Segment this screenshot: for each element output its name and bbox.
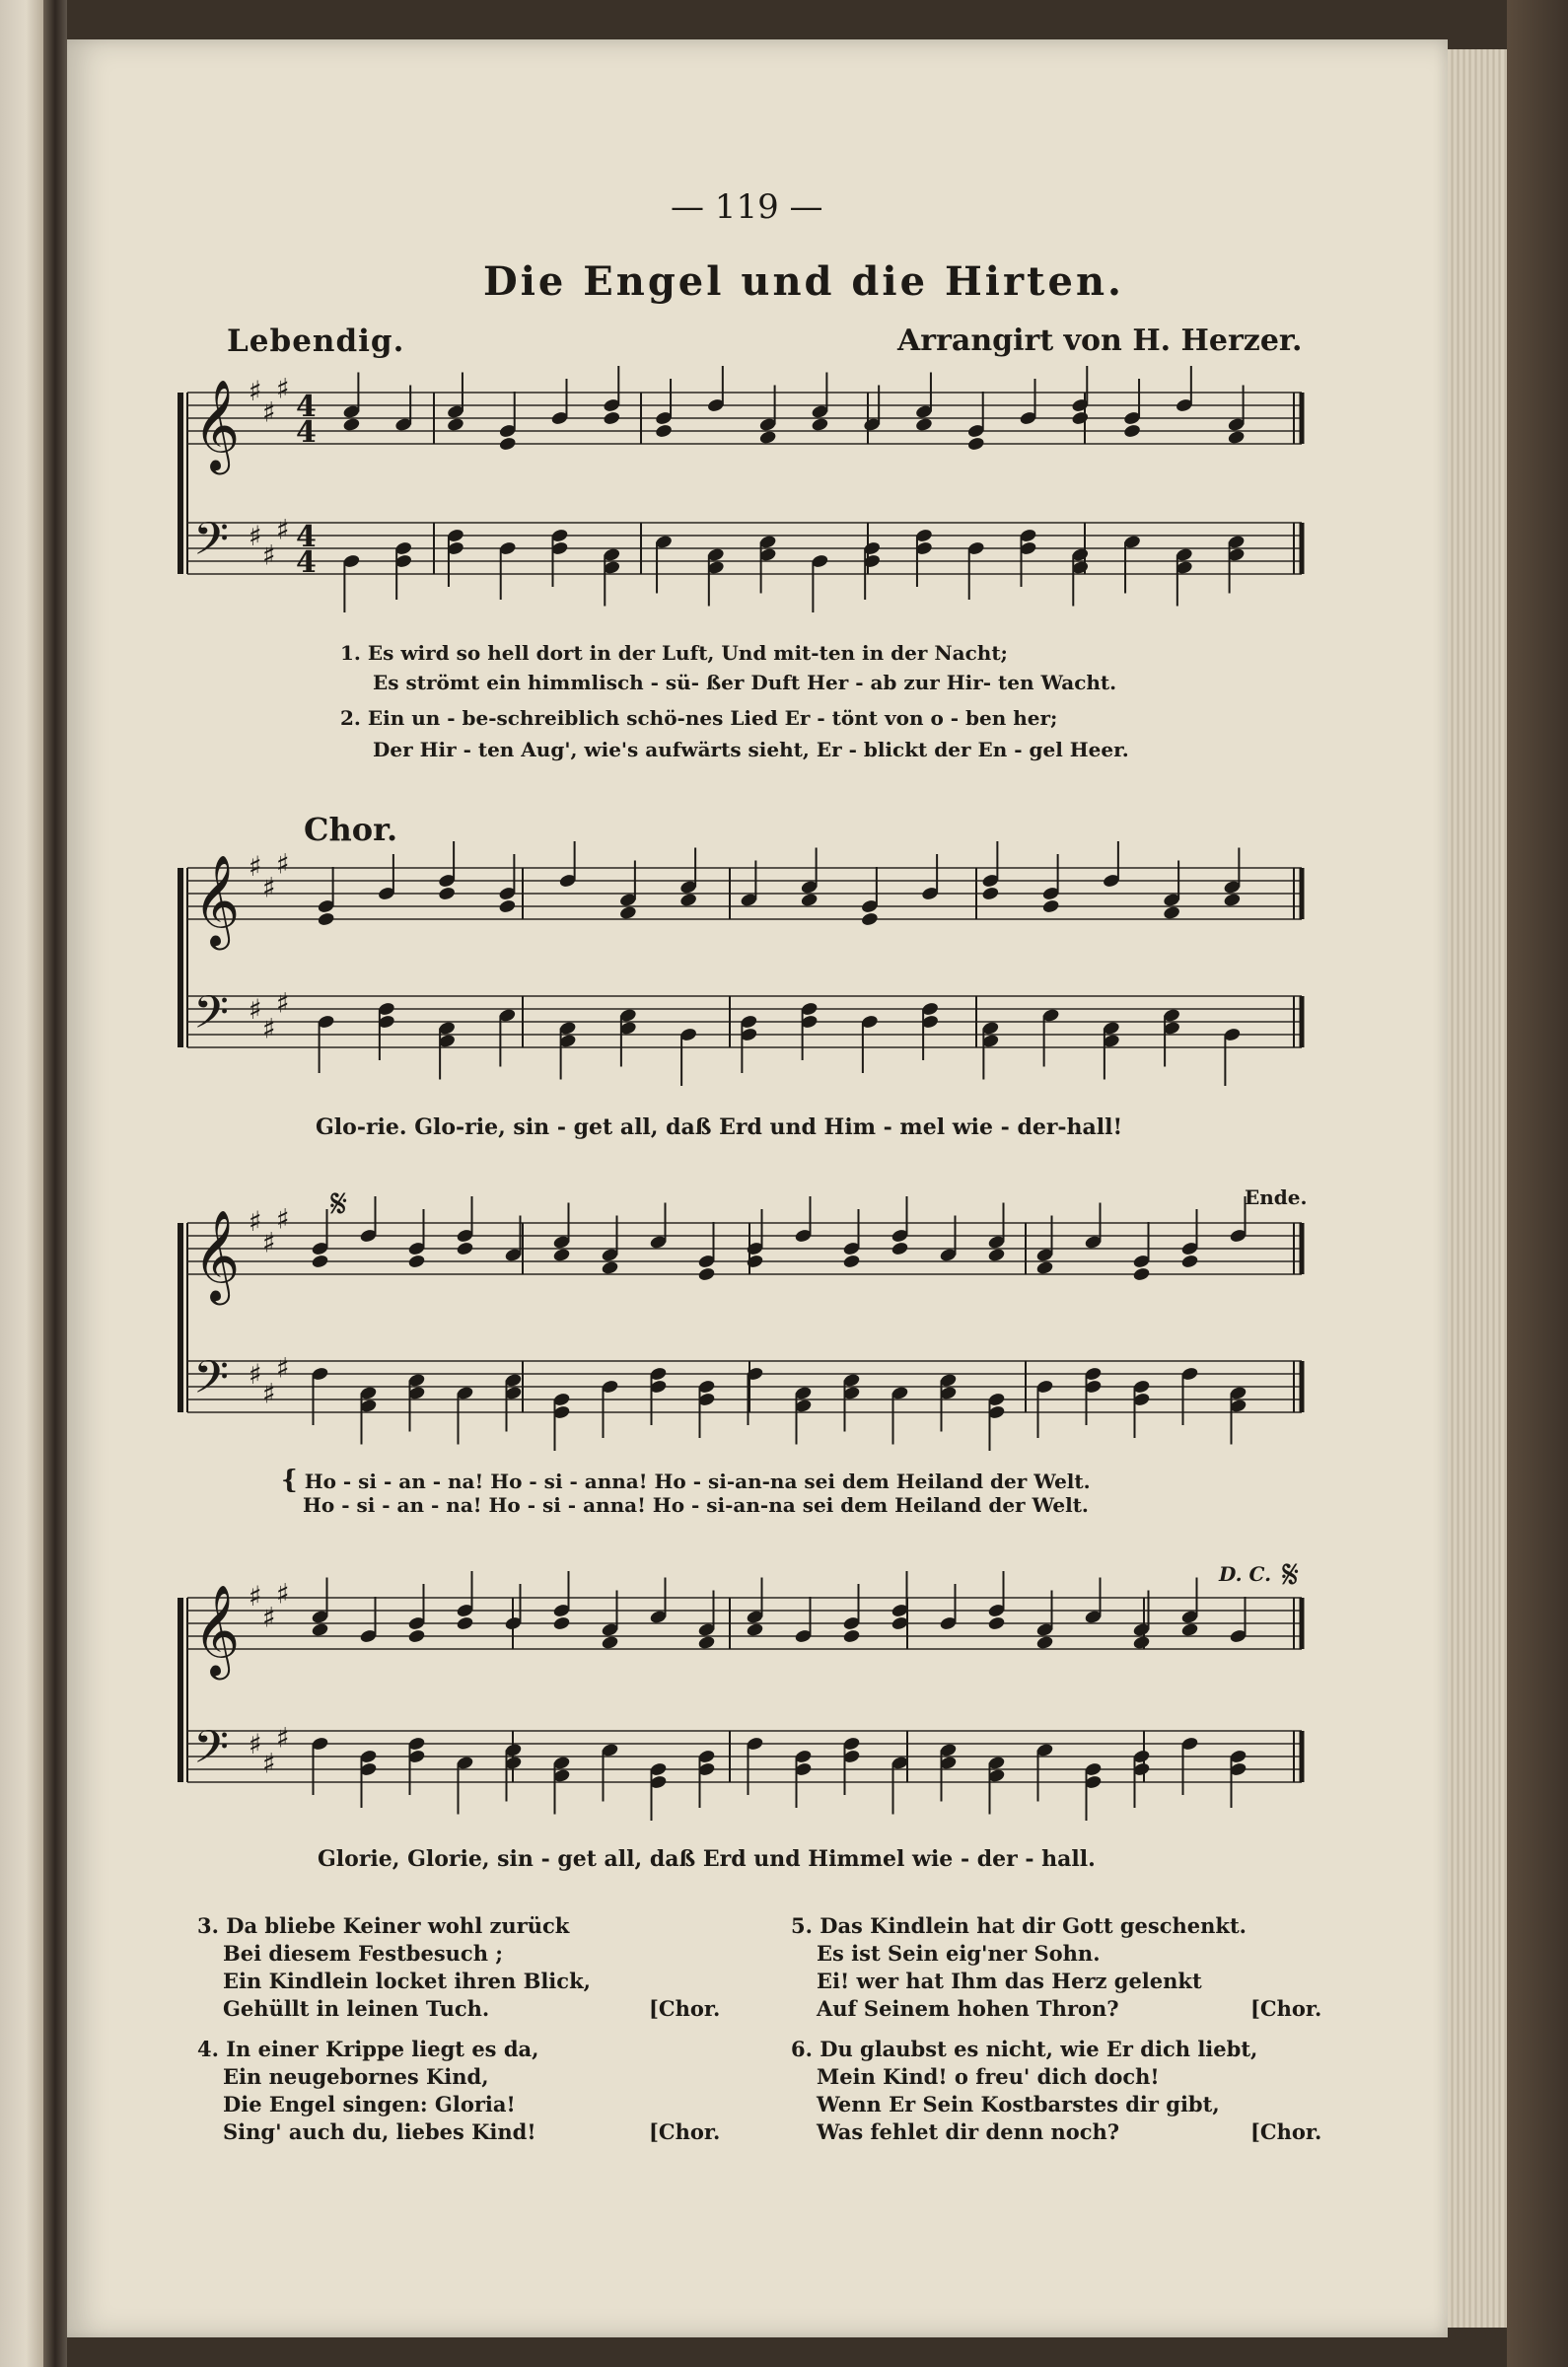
sharp-icon: ♯	[276, 513, 290, 546]
grand-staff	[178, 1184, 1321, 1460]
note-head	[987, 1392, 1006, 1451]
sharp-icon: ♯	[276, 986, 290, 1020]
note-head	[794, 1196, 813, 1244]
note-head	[603, 547, 621, 607]
system-bracket	[178, 868, 183, 1047]
brace-left: {	[281, 1466, 298, 1495]
verse-4	[197, 2037, 749, 2160]
note-head	[1163, 861, 1181, 921]
sharp-icon: ♯	[276, 1351, 290, 1385]
verse-line: Die Engel singen: Gloria!	[223, 2092, 516, 2116]
treble-staff	[187, 1571, 1302, 1680]
sharp-icon: ♯	[262, 395, 276, 429]
verse-line: Ei! wer hat Ihm das Herz gelenkt	[817, 1969, 1202, 1993]
hosianna-lyrics-1	[281, 1466, 1091, 1495]
note-head	[1180, 1578, 1199, 1638]
note-head	[618, 1008, 637, 1067]
note-head	[939, 1743, 958, 1802]
note-head	[498, 540, 517, 600]
note-head	[811, 553, 829, 612]
staff-system-1	[178, 372, 1321, 621]
sharp-icon: ♯	[276, 1577, 290, 1611]
facing-page-edge	[0, 0, 43, 2367]
note-head	[317, 867, 335, 927]
note-head	[655, 535, 674, 594]
hosianna-lyrics-2: Ho - si - an - na! Ho - si - anna! Ho - si-an-na sei dem Heiland der Welt.	[303, 1493, 1089, 1517]
note-head	[1132, 1222, 1151, 1282]
note-head	[603, 366, 621, 426]
note-head	[1223, 848, 1242, 908]
note-head	[981, 841, 1000, 901]
page-number: — 119 —	[671, 187, 823, 227]
lyric-text: Es wird so hell dort in der Luft, Und mit-ten in der Nacht;	[367, 641, 1008, 665]
sharp-icon: ♯	[262, 1377, 276, 1410]
time-signature-digit: 4	[296, 390, 317, 424]
note-head	[921, 854, 940, 901]
note-head	[618, 861, 637, 921]
note-head	[746, 1366, 764, 1425]
chor-cue: [Chor.	[649, 2119, 721, 2144]
note-head	[794, 1386, 813, 1445]
verse-line: Bei diesem Festbesuch ;	[223, 1941, 504, 1966]
sharp-icon: ♯	[262, 1601, 276, 1634]
note-head	[1102, 1021, 1120, 1080]
note-head	[601, 1379, 619, 1438]
note-head	[407, 1584, 426, 1644]
note-head	[394, 540, 413, 600]
segno-sign: 𝄋	[330, 1182, 348, 1227]
note-head	[794, 1749, 813, 1808]
note-head	[697, 1591, 716, 1651]
note-head	[891, 1571, 909, 1631]
note-head	[456, 1571, 474, 1631]
verse-line: 4. In einer Krippe liegt es da,	[197, 2037, 539, 2061]
sharp-icon: ♯	[262, 1226, 276, 1259]
note-head	[359, 1386, 378, 1445]
note-head	[342, 553, 361, 612]
note-head	[550, 528, 569, 587]
note-head	[860, 1014, 879, 1073]
note-head	[746, 1209, 764, 1269]
note-head	[746, 1578, 764, 1638]
bass-staff	[187, 986, 1302, 1086]
system-bracket	[178, 393, 183, 574]
note-head	[1102, 841, 1120, 889]
bass-clef-icon: 𝄢	[193, 513, 230, 577]
note-head	[842, 1736, 861, 1795]
note-head	[697, 1379, 716, 1438]
time-signature-digit: 4	[296, 415, 317, 450]
system-bracket	[178, 1598, 183, 1782]
note-head	[860, 867, 879, 927]
note-head	[891, 1196, 909, 1256]
grand-staff	[178, 1558, 1321, 1825]
note-head	[311, 1366, 329, 1425]
sharp-icon: ♯	[249, 520, 262, 552]
note-head	[987, 1571, 1006, 1631]
verse-line: Was fehlet dir denn noch?	[817, 2119, 1120, 2144]
treble-clef-icon: 𝄞	[193, 1209, 241, 1301]
note-head	[740, 1014, 758, 1073]
note-head	[1180, 1366, 1199, 1425]
note-head	[1035, 1743, 1054, 1802]
note-head	[601, 1743, 619, 1802]
sharp-icon: ♯	[276, 1202, 290, 1236]
note-head	[552, 1756, 571, 1815]
treble-clef-icon: 𝄞	[193, 854, 241, 946]
dc-marking: D. C.	[1219, 1562, 1272, 1586]
treble-staff	[187, 366, 1302, 474]
book-cover	[1507, 0, 1568, 2367]
note-head	[447, 528, 465, 587]
verse-1-line-1	[340, 641, 1008, 665]
note-head	[377, 1001, 395, 1060]
note-head	[438, 1021, 457, 1080]
tempo-marking: Lebendig.	[227, 323, 405, 359]
note-head	[891, 1756, 909, 1815]
note-head	[1229, 1749, 1247, 1808]
staff-system-4	[178, 1558, 1321, 1825]
note-head	[939, 1584, 958, 1631]
note-head	[552, 1571, 571, 1631]
staff-system-3	[178, 1184, 1321, 1460]
verse-6	[791, 2037, 1343, 2160]
treble-clef-icon: 𝄞	[193, 1584, 241, 1676]
note-head	[601, 1591, 619, 1651]
lyric-text: Ho - si - an - na! Ho - si - anna! Ho - si-an-na sei dem Heiland der Welt.	[304, 1470, 1091, 1493]
note-head	[746, 1736, 764, 1795]
note-head	[794, 1597, 813, 1644]
note-head	[1035, 1216, 1054, 1276]
note-head	[966, 540, 985, 600]
note-head	[649, 1203, 668, 1251]
verse-line: 3. Da bliebe Keiner wohl zurück	[197, 1913, 570, 1938]
note-head	[552, 1203, 571, 1263]
note-head	[842, 1584, 861, 1644]
ende-marking: Ende.	[1245, 1185, 1308, 1209]
note-head	[758, 535, 777, 594]
note-head	[655, 379, 674, 439]
sharp-icon: ♯	[262, 1012, 276, 1045]
note-head	[939, 1373, 958, 1432]
note-head	[359, 1196, 378, 1244]
note-head	[1041, 1008, 1060, 1067]
note-head	[800, 1001, 819, 1060]
note-head	[377, 854, 395, 901]
verse-1-line-2	[373, 671, 1116, 694]
note-head	[987, 1203, 1006, 1263]
note-head	[498, 854, 517, 914]
verse-2-line-1	[340, 706, 1057, 730]
verse-number: 2.	[340, 706, 361, 730]
note-head	[1035, 1591, 1054, 1651]
song-title: Die Engel und die Hirten.	[483, 258, 1124, 305]
note-head	[1084, 1366, 1103, 1425]
verse-line: Es ist Sein eig'ner Sohn.	[817, 1941, 1101, 1966]
time-signature-digit: 4	[296, 545, 317, 580]
note-head	[679, 1027, 698, 1086]
verse-5	[791, 1913, 1343, 2037]
note-head	[1227, 386, 1246, 446]
sharp-icon: ♯	[249, 1205, 262, 1238]
sharp-icon: ♯	[249, 1580, 262, 1613]
chor-cue: [Chor.	[1250, 2119, 1322, 2144]
chor-cue: [Chor.	[1250, 1996, 1322, 2021]
note-head	[1132, 1749, 1151, 1808]
note-head	[863, 540, 882, 600]
sharp-icon: ♯	[249, 1358, 262, 1391]
note-head	[407, 1209, 426, 1269]
note-head	[697, 1749, 716, 1808]
note-head	[649, 1761, 668, 1821]
sharp-icon: ♯	[249, 1728, 262, 1760]
note-head	[1035, 1379, 1054, 1438]
verse-line: Wenn Er Sein Kostbarstes dir gibt,	[817, 2092, 1220, 2116]
note-head	[601, 1216, 619, 1276]
sharp-icon: ♯	[262, 538, 276, 572]
note-head	[342, 373, 361, 433]
note-head	[1084, 1761, 1103, 1821]
bass-clef-icon: 𝄢	[193, 1721, 230, 1785]
note-head	[311, 1578, 329, 1638]
note-head	[1163, 1008, 1181, 1067]
note-head	[359, 1597, 378, 1644]
note-head	[1180, 1209, 1199, 1269]
verse-line: Ein neugebornes Kind,	[223, 2064, 489, 2089]
note-head	[1123, 379, 1142, 439]
lyric-text: Ein un - be-schreiblich schö-nes Lied Er - tönt von o - ben her;	[367, 706, 1058, 730]
verse-3	[197, 1913, 749, 2037]
verse-line: 6. Du glaubst es nicht, wie Er dich liebt,	[791, 2037, 1258, 2061]
note-head	[438, 841, 457, 901]
chor-lyrics: Glo-rie. Glo-rie, sin - get all, daß Erd und Him - mel wie - der-hall!	[316, 1114, 1123, 1140]
note-head	[550, 379, 569, 426]
sharp-icon: ♯	[262, 1747, 276, 1780]
note-head	[558, 1021, 577, 1080]
segno-sign-2: 𝄋	[1282, 1552, 1300, 1598]
note-head	[915, 528, 934, 587]
note-head	[456, 1756, 474, 1815]
sharp-icon: ♯	[276, 847, 290, 881]
note-head	[706, 547, 725, 607]
verses-left	[197, 1913, 749, 2189]
note-head	[407, 1736, 426, 1795]
note-head	[1123, 535, 1142, 594]
note-head	[558, 841, 577, 889]
arranger-credit: Arrangirt von H. Herzer.	[897, 323, 1303, 358]
bass-staff	[187, 513, 1302, 612]
note-head	[758, 386, 777, 446]
verse-line: Ein Kindlein locket ihren Blick,	[223, 1969, 591, 1993]
note-head	[1229, 1386, 1247, 1445]
note-head	[842, 1209, 861, 1269]
verse-line: Mein Kind! o freu' dich doch!	[817, 2064, 1160, 2089]
verse-2-line-2	[373, 738, 1129, 761]
note-head	[891, 1386, 909, 1445]
note-head	[697, 1222, 716, 1282]
note-head	[1132, 1591, 1151, 1651]
note-head	[311, 1209, 329, 1269]
lyric-text: Es strömt ein himmlisch - sü- ßer Duft Her - ab zur Hir- ten Wacht.	[373, 671, 1117, 694]
treble-staff	[187, 841, 1302, 950]
sharp-icon: ♯	[262, 871, 276, 904]
book-gutter	[43, 0, 67, 2367]
note-head	[981, 1021, 1000, 1080]
note-head	[317, 1014, 335, 1073]
verses-right	[791, 1913, 1343, 2189]
glorie-lyrics: Glorie, Glorie, sin - get all, daß Erd und Himmel wie - der - hall.	[318, 1846, 1096, 1872]
note-head	[1227, 535, 1246, 594]
chor-cue: [Chor.	[649, 1996, 721, 2021]
staff-system-2	[178, 848, 1321, 1095]
sharp-icon: ♯	[249, 375, 262, 407]
chor-heading: Chor.	[304, 811, 398, 848]
verse-line: Auf Seinem hohen Thron?	[817, 1996, 1119, 2021]
note-head	[800, 848, 819, 908]
bass-staff	[187, 1351, 1302, 1451]
sharp-icon: ♯	[276, 372, 290, 405]
note-head	[1084, 1203, 1103, 1251]
note-head	[987, 1756, 1006, 1815]
note-head	[1132, 1379, 1151, 1438]
treble-staff	[187, 1196, 1302, 1305]
note-head	[649, 1366, 668, 1425]
note-head	[842, 1373, 861, 1432]
note-head	[1084, 1578, 1103, 1625]
note-head	[1041, 854, 1060, 914]
note-head	[552, 1392, 571, 1451]
note-head	[1223, 1027, 1242, 1086]
note-head	[447, 373, 465, 433]
note-head	[649, 1578, 668, 1625]
note-head	[456, 1386, 474, 1445]
verse-line: Gehüllt in leinen Tuch.	[223, 1996, 490, 2021]
note-head	[921, 1001, 940, 1060]
time-signature-digit: 4	[296, 520, 317, 554]
bass-clef-icon: 𝄢	[193, 1351, 230, 1415]
grand-staff	[178, 372, 1321, 621]
system-bracket	[178, 1223, 183, 1412]
note-head	[679, 848, 698, 908]
verse-line: 5. Das Kindlein hat dir Gott geschenkt.	[791, 1913, 1247, 1938]
verse-line: Sing' auch du, liebes Kind!	[223, 2119, 536, 2144]
note-head	[1019, 379, 1037, 426]
sharp-icon: ♯	[249, 993, 262, 1026]
sharp-icon: ♯	[276, 1721, 290, 1755]
note-head	[915, 373, 934, 433]
grand-staff	[178, 848, 1321, 1095]
note-head	[1229, 1597, 1247, 1644]
note-head	[1071, 366, 1090, 426]
sharp-icon: ♯	[249, 850, 262, 883]
note-head	[1180, 1736, 1199, 1795]
note-head	[407, 1373, 426, 1432]
note-head	[456, 1196, 474, 1256]
note-head	[498, 392, 517, 452]
note-head	[811, 373, 829, 433]
lyric-text: Der Hir - ten Aug', wie's aufwärts sieht, Er - blickt der En - gel Heer.	[373, 738, 1129, 761]
note-head	[359, 1749, 378, 1808]
note-head	[498, 1008, 517, 1067]
note-head	[1175, 547, 1193, 607]
treble-clef-icon: 𝄞	[193, 379, 241, 470]
bass-clef-icon: 𝄢	[193, 986, 230, 1050]
bass-staff	[187, 1721, 1302, 1821]
note-head	[311, 1736, 329, 1795]
note-head	[1071, 547, 1090, 607]
verse-number: 1.	[340, 641, 361, 665]
page-edges	[1448, 49, 1507, 2328]
note-head	[966, 392, 985, 452]
note-head	[504, 1373, 523, 1432]
note-head	[1019, 528, 1037, 587]
